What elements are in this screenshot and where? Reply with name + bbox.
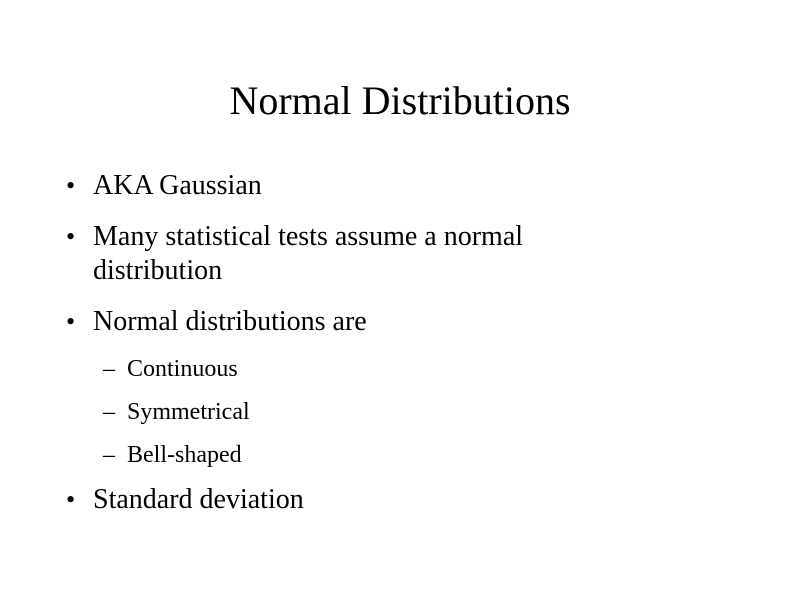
bullet-icon: • <box>66 485 76 514</box>
sub-bullet-text: Symmetrical <box>127 399 250 425</box>
bullet-text: Many statistical tests assume a normal distribution <box>93 221 524 286</box>
bullet-text: Standard deviation <box>93 484 304 515</box>
bullet-icon: • <box>66 171 76 200</box>
dash-icon: – <box>103 442 115 468</box>
slide-title: Normal Distributions <box>229 78 571 123</box>
dash-icon: – <box>103 399 115 425</box>
dash-icon: – <box>103 356 115 382</box>
sub-bullet-text: Continuous <box>127 356 238 382</box>
bullet-icon: • <box>66 307 76 336</box>
sub-bullet-text: Bell-shaped <box>127 442 242 468</box>
bullet-icon: • <box>66 222 76 251</box>
bullet-text: AKA Gaussian <box>93 170 262 201</box>
bullet-text: Normal distributions are <box>93 306 367 337</box>
